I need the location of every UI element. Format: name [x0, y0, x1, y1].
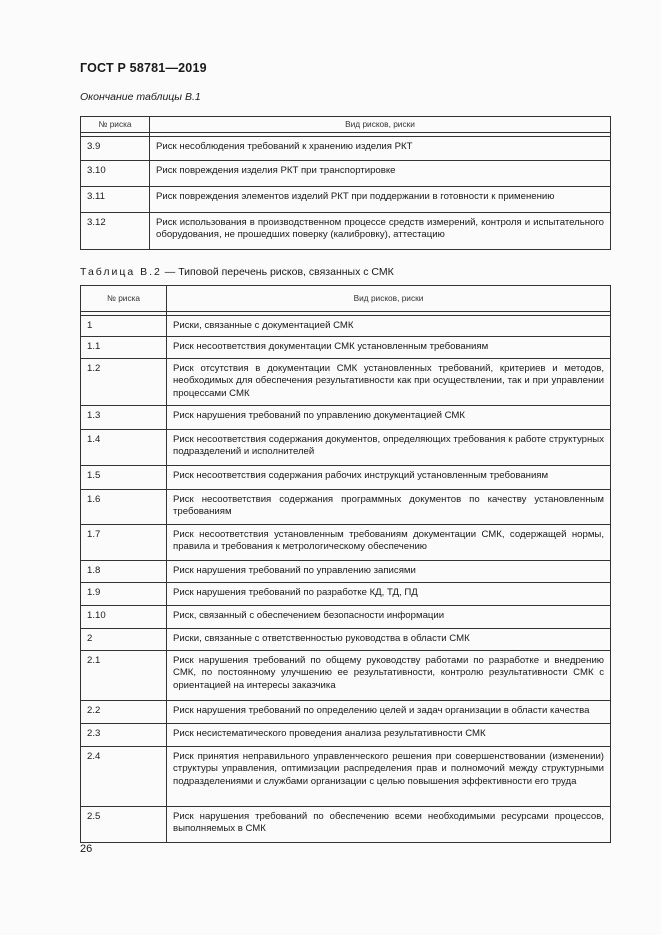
table1-caption: Окончание таблицы В.1: [80, 91, 201, 103]
table1-header-row: [81, 117, 611, 133]
table2-header-row: [81, 286, 611, 312]
risk-description: Риск нарушения требований по управлению документацией СМК: [167, 406, 611, 430]
table2-caption-text: — Типовой перечень рисков, связанных с СМК: [161, 266, 394, 278]
table-row: [81, 807, 611, 843]
risk-description: Риск несоответствия содержания документов, определяющих требования к работе структурных подразделений и исполнителей: [167, 430, 611, 466]
risk-description: Риск нарушения требований по общему руководству работами по разработке и внедрению СМК, по постоянному улучшению ее результативности, контролю результативности СМК с ориентацией на интересы заказчика: [167, 651, 611, 701]
risk-description: Риск повреждения изделия РКТ при транспортировке: [150, 161, 611, 187]
table-row: [81, 316, 611, 337]
table1: [80, 116, 611, 250]
risk-description: Риск несоответствия содержания программных документов по качеству установленным требованиям: [167, 490, 611, 525]
risk-number: 3.9: [81, 137, 150, 161]
risk-number: 1.1: [81, 337, 167, 359]
risk-number: 2.4: [81, 747, 167, 807]
risk-description: Риск повреждения элементов изделий РКТ при поддержании в готовности к применению: [150, 187, 611, 213]
risk-description: Риск использования в производственном процессе средств измерений, контроля и испытательного оборудования, не прошедших поверку (калибровку), аттестацию: [150, 213, 611, 250]
risk-number: 1.9: [81, 583, 167, 606]
risk-number: 3.11: [81, 187, 150, 213]
table-row: [81, 187, 611, 213]
risk-number: 2.2: [81, 701, 167, 724]
risk-description: Риск отсутствия в документации СМК установленных требований, критериев и методов, необходимых для обеспечения результативности как при осуществлении, так и при управлении процессами СМК: [167, 359, 611, 406]
risk-description: Риск несоответствия установленным требованиям документации СМК, содержащей нормы, правила и требования к метрологическому обеспечению: [167, 525, 611, 561]
risk-number: 1.2: [81, 359, 167, 406]
risk-description: Риск нарушения требований по определению целей и задач организации в области качества: [167, 701, 611, 724]
table2-col-num: № риска: [81, 286, 167, 312]
table2: [80, 285, 611, 843]
table2-caption-label: Таблица В.2: [80, 266, 162, 278]
table-row: [81, 490, 611, 525]
table-row: [81, 561, 611, 583]
risk-description: Риск несоответствия содержания рабочих инструкций установленным требованиям: [167, 466, 611, 490]
risk-description: Риск несоответствия документации СМК установленным требованиям: [167, 337, 611, 359]
risk-description: Риск принятия неправильного управленческого решения при совершенствовании (изменении) структуры управления, оптимизации распределения прав и полномочий между структурными подразделениями и службами организации с целью повышения эффективности его труда: [167, 747, 611, 807]
table-row: [81, 525, 611, 561]
risk-description: Риск несистематического проведения анализа результативности СМК: [167, 724, 611, 747]
table-row: [81, 161, 611, 187]
risk-number: 1.4: [81, 430, 167, 466]
risk-number: 1.7: [81, 525, 167, 561]
table-row: [81, 747, 611, 807]
page-number: 26: [80, 843, 93, 855]
table-row: [81, 629, 611, 651]
table-row: [81, 583, 611, 606]
risk-description: Риск несоблюдения требований к хранению изделия РКТ: [150, 137, 611, 161]
risk-number: 2: [81, 629, 167, 651]
risk-number: 1.6: [81, 490, 167, 525]
risk-number: 1.5: [81, 466, 167, 490]
table-row: [81, 724, 611, 747]
risk-number: 2.3: [81, 724, 167, 747]
risk-description: Риск нарушения требований по управлению записями: [167, 561, 611, 583]
table-row: [81, 137, 611, 161]
table-row: [81, 359, 611, 406]
risk-description: Риск нарушения требований по разработке КД, ТД, ПД: [167, 583, 611, 606]
table-row: [81, 430, 611, 466]
risk-description: Риск, связанный с обеспечением безопасности информации: [167, 606, 611, 629]
risk-description: Риски, связанные с ответственностью руководства в области СМК: [167, 629, 611, 651]
table-row: [81, 337, 611, 359]
risk-number: 1: [81, 316, 167, 337]
standard-title: ГОСТ Р 58781—2019: [80, 61, 207, 75]
table-row: [81, 651, 611, 701]
table-row: [81, 406, 611, 430]
risk-number: 2.1: [81, 651, 167, 701]
table2-col-desc: Вид рисков, риски: [167, 286, 611, 312]
table2-caption: [80, 266, 394, 278]
risk-number: 2.5: [81, 807, 167, 843]
risk-number: 1.10: [81, 606, 167, 629]
table-row: [81, 701, 611, 724]
table1-col-desc: Вид рисков, риски: [150, 117, 611, 133]
table-row: [81, 213, 611, 250]
risk-number: 3.12: [81, 213, 150, 250]
table1-col-num: № риска: [81, 117, 150, 133]
table-row: [81, 606, 611, 629]
risk-description: Риск нарушения требований по обеспечению всеми необходимыми ресурсами процессов, выполняемых в СМК: [167, 807, 611, 843]
risk-number: 3.10: [81, 161, 150, 187]
risk-number: 1.3: [81, 406, 167, 430]
risk-description: Риски, связанные с документацией СМК: [167, 316, 611, 337]
table-row: [81, 466, 611, 490]
risk-number: 1.8: [81, 561, 167, 583]
